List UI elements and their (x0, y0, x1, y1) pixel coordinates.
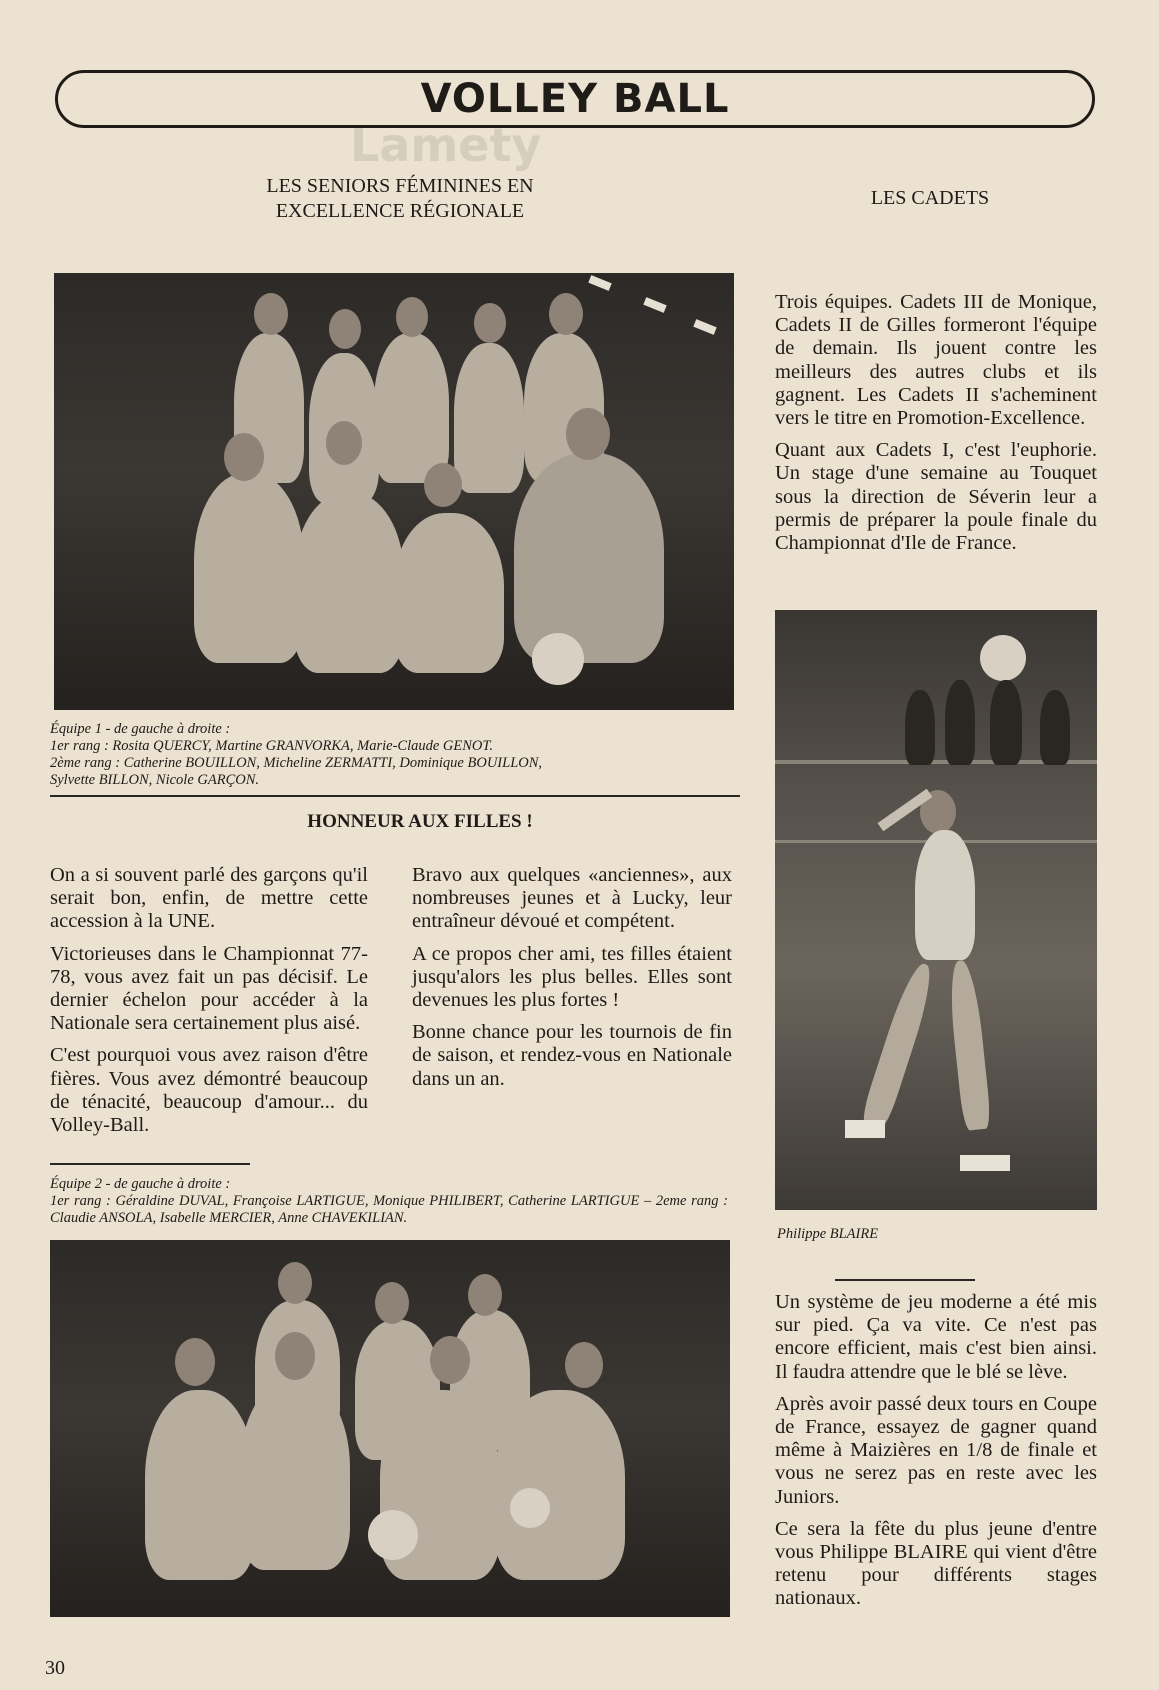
cadets-column-top (775, 291, 1097, 564)
divider (835, 1279, 975, 1281)
team-2-caption (50, 1176, 728, 1227)
seniors-heading-line-1: LES SENIORS FÉMININES EN (266, 175, 534, 197)
page-title: VOLLEY BALL (420, 76, 730, 122)
caption-line: 1er rang : Géraldine DUVAL, Françoise LARTIGUE, Monique PHILIBERT, Catherine LARTIGUE – 2eme rang : Claudie ANSOLA, Isabelle MERCIER, Anne CHAVEKILIAN. (50, 1193, 728, 1226)
honneur-heading: HONNEUR AUX FILLES ! (307, 811, 533, 832)
show-through-text: Lamety (350, 118, 542, 172)
paragraph: Bravo aux quelques «anciennes», aux nombreuses jeunes et à Lucky, leur entraîneur dévoué et compétent. (412, 864, 732, 933)
paragraph: Trois équipes. Cadets III de Monique, Cadets II de Gilles formeront l'équipe de demain. Ils jouent contre les meilleurs des autres clubs et ils gagnent. Les Cadets II s'acheminent vers le titre en Promotion-Excellence. (775, 291, 1097, 430)
paragraph: Ce sera la fête du plus jeune d'entre vous Philippe BLAIRE qui vient d'être retenu pour différents stages nationaux. (775, 1517, 1097, 1610)
article-column-1 (50, 864, 368, 1146)
paragraph: Un système de jeu moderne a été mis sur pied. Ça va vite. Ce n'est pas encore efficient, mais c'est bien ainsi. Il faudra attendre que le blé se lève. (775, 1291, 1097, 1383)
paragraph: Victorieuses dans le Championnat 77-78, vous avez fait un pas décisif. Le dernier échelon pour accéder à la Nationale sera certainement plus aisé. (50, 942, 368, 1035)
divider (50, 795, 740, 797)
paragraph: Après avoir passé deux tours en Coupe de France, essayez de gagner quand même à Maizières en 1/8 de finale et vous ne serez pas en reste avec les Juniors. (775, 1392, 1097, 1508)
team-1-photo (54, 273, 734, 710)
paragraph: Quant aux Cadets I, c'est l'euphorie. Un stage d'une semaine au Touquet sous la direction de Séverin leur a permis de préparer la poule finale du Championnat d'Ile de France. (775, 439, 1097, 555)
caption-line: Équipe 1 - de gauche à droite : (50, 721, 231, 737)
paragraph: Bonne chance pour les tournois de fin de saison, et rendez-vous en Nationale dans un an. (412, 1021, 732, 1090)
page-number: 30 (45, 1657, 65, 1679)
caption-line: Équipe 2 - de gauche à droite : (50, 1176, 231, 1192)
player-photo (775, 610, 1097, 1210)
paragraph: A ce propos cher ami, tes filles étaient jusqu'alors les plus belles. Elles sont devenues les plus fortes ! (412, 942, 732, 1012)
cadets-column-bottom (775, 1291, 1097, 1620)
caption-line: 2ème rang : Catherine BOUILLON, Micheline ZERMATTI, Dominique BOUILLON, (50, 755, 543, 771)
paragraph: C'est pourquoi vous avez raison d'être fières. Vous avez démontré beaucoup de ténacité, beaucoup d'amour... du Volley-Ball. (50, 1044, 368, 1137)
team-2-photo (50, 1240, 730, 1617)
title-banner (55, 70, 1095, 128)
player-caption: Philippe BLAIRE (777, 1226, 879, 1242)
caption-line: Sylvette BILLON, Nicole GARÇON. (50, 772, 260, 788)
article-column-2 (412, 864, 732, 1100)
cadets-heading: LES CADETS (870, 187, 990, 209)
seniors-heading (200, 174, 600, 224)
seniors-heading-line-2: EXCELLENCE RÉGIONALE (275, 200, 525, 222)
paragraph: On a si souvent parlé des garçons qu'il serait bon, enfin, de mettre cette accession à la UNE. (50, 864, 368, 933)
divider (50, 1163, 250, 1165)
team-1-caption (50, 721, 740, 789)
caption-line: 1er rang : Rosita QUERCY, Martine GRANVORKA, Marie-Claude GENOT. (50, 738, 494, 754)
